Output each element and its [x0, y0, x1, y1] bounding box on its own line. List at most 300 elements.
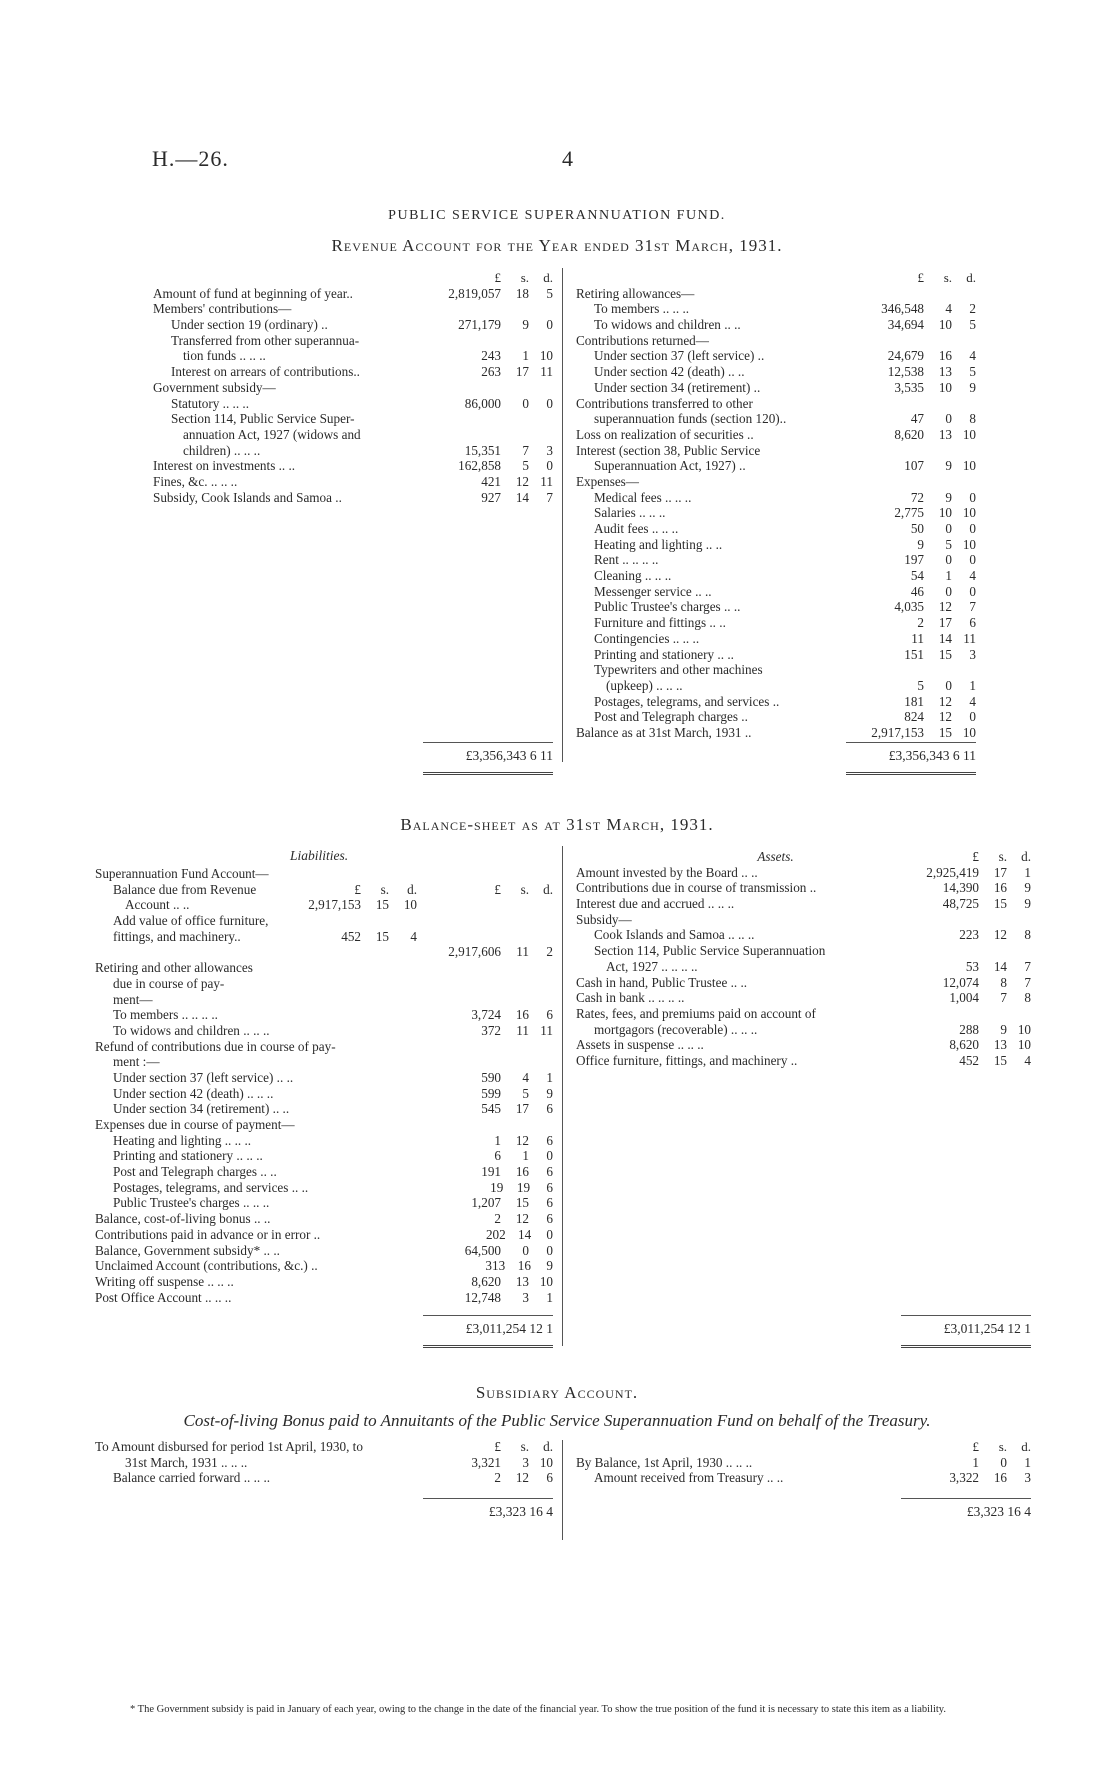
amount-pence: 1 — [1024, 1454, 1031, 1470]
amount-pounds: 151 — [904, 646, 924, 662]
ledger-label: mortgagors (recoverable) .. .. .. — [594, 1021, 758, 1037]
amount-pence: 10 — [539, 1454, 553, 1470]
amount-pounds: 19 — [490, 1179, 504, 1195]
ledger-label: Post and Telegraph charges .. — [594, 709, 748, 725]
pence-header: d. — [1021, 849, 1031, 864]
ledger-label: Contributions returned— — [576, 332, 709, 348]
ledger-row — [95, 1133, 553, 1149]
amount-pence: 10 — [962, 505, 976, 521]
amount-shillings: s. — [520, 881, 529, 897]
ledger-label: Transferred from other superannua- — [171, 332, 360, 348]
amount-pounds: 3,322 — [949, 1470, 979, 1486]
ledger-row — [95, 1086, 553, 1102]
ledger-label: Messenger service .. .. — [594, 583, 712, 599]
ledger-row — [153, 490, 553, 506]
ledger-label: To members .. .. .. — [594, 301, 690, 317]
amount-pounds: 11 — [911, 630, 924, 646]
ledger-row — [576, 865, 1031, 881]
amount-shillings: 12 — [515, 1470, 529, 1486]
amount-pence: 4 — [969, 568, 976, 584]
amount-pence: 0 — [969, 709, 976, 725]
inner-pounds: £ — [354, 881, 361, 897]
ledger-label: Expenses due in course of payment— — [95, 1117, 295, 1132]
amount-pounds: 8,620 — [894, 426, 924, 442]
ledger-row — [95, 1470, 553, 1486]
ledger-row — [153, 474, 553, 490]
ledger-label: Assets in suspense .. .. .. — [576, 1037, 704, 1053]
ledger-row — [95, 882, 553, 898]
ledger-row — [576, 647, 976, 663]
ledger-label: Balance as at 31st March, 1931 .. — [576, 724, 752, 740]
ledger-label: Interest (section 38, Public Service — [576, 442, 761, 458]
assets-total: £3,011,254 12 1 — [943, 1321, 1031, 1336]
ledger-row — [576, 880, 1031, 896]
amount-shillings: 11 — [516, 1022, 529, 1038]
amount-shillings: 16 — [515, 1007, 529, 1023]
pounds-header: £ — [917, 270, 924, 285]
amount-pounds: 50 — [910, 521, 924, 536]
inner-amount — [297, 897, 417, 913]
amount-pence: 10 — [962, 426, 976, 442]
amount-shillings: 1 — [522, 1148, 529, 1164]
ledger-row — [576, 943, 1031, 959]
amount-pounds: 824 — [904, 709, 924, 725]
ledger-row — [576, 521, 976, 537]
ledger-row — [576, 1470, 1031, 1486]
inner-pence: d. — [407, 881, 417, 897]
inner-shillings: 15 — [375, 897, 389, 913]
ledger-row — [576, 694, 976, 710]
ledger-row — [95, 1023, 553, 1039]
ledger-row — [576, 490, 976, 506]
amount-pounds: 12,074 — [942, 974, 979, 990]
ledger-label: Cook Islands and Samoa .. .. .. — [594, 927, 755, 943]
ledger-row — [576, 458, 976, 474]
page-number: 4 — [562, 146, 573, 171]
ledger-row — [153, 411, 553, 427]
amount-shillings: 10 — [938, 317, 952, 333]
ledger-row — [576, 286, 976, 302]
inner-pounds: 2,917,153 — [308, 897, 361, 913]
ledger-label: Statutory .. .. .. — [171, 395, 250, 411]
amount-pence: 6 — [546, 1007, 553, 1023]
amount-pounds: 1 — [972, 1454, 979, 1470]
amount-pounds: 3,724 — [471, 1007, 501, 1023]
ledger-label: children) .. .. .. — [183, 442, 261, 458]
amount-shillings: 0 — [945, 583, 952, 599]
amount-shillings: 11 — [516, 944, 529, 960]
ledger-row — [95, 1007, 553, 1023]
amount-pounds: 202 — [485, 1226, 506, 1242]
ledger-row — [95, 1274, 553, 1290]
amount-shillings: 16 — [993, 880, 1007, 896]
amount-shillings: 15 — [515, 1195, 529, 1211]
amount-shillings: 7 — [1000, 990, 1007, 1006]
ledger-label: (upkeep) .. .. .. — [606, 677, 683, 693]
ledger-row — [576, 725, 976, 741]
ledger-label: Under section 42 (death) .. .. .. — [113, 1085, 274, 1101]
amount-shillings: 15 — [993, 896, 1007, 912]
amount-pounds: 2,775 — [894, 505, 924, 521]
amount-pence: 7 — [1024, 958, 1031, 974]
amount-pence: 1 — [969, 677, 976, 693]
ledger-row — [576, 662, 976, 678]
ledger-row — [576, 678, 976, 694]
ledger-label: Under section 42 (death) .. .. — [594, 364, 745, 380]
ledger-label: Heating and lighting .. .. — [594, 536, 723, 552]
ledger-label: To Amount disbursed for period 1st April, 1930, to — [95, 1439, 363, 1454]
shillings-header: s. — [943, 270, 952, 285]
amount-pounds: 9 — [917, 536, 924, 552]
amount-shillings: 12 — [938, 709, 952, 725]
amount-pence: 7 — [1024, 974, 1031, 990]
pence-header: d. — [543, 270, 553, 285]
ledger-row — [153, 458, 553, 474]
column-header — [153, 270, 553, 286]
subsidiary-account-title: Subsidiary Account. — [475, 1383, 639, 1402]
ledger-row — [576, 615, 976, 631]
ledger-row — [95, 913, 553, 929]
amount-shillings: 17 — [938, 615, 952, 631]
ledger-label: Under section 37 (left service) .. .. — [113, 1069, 294, 1085]
amount-shillings: 16 — [993, 1470, 1007, 1486]
ledger-label: Act, 1927 .. .. .. .. — [606, 958, 698, 974]
amount-shillings: 5 — [945, 536, 952, 552]
ledger-row — [95, 866, 553, 882]
pence-header: d. — [1021, 1439, 1031, 1454]
amount-pence: 9 — [546, 1085, 553, 1101]
ledger-row — [576, 333, 976, 349]
amount-pounds: 590 — [481, 1069, 501, 1085]
amount-shillings: 13 — [993, 1037, 1007, 1053]
amount-shillings: 0 — [522, 395, 529, 411]
amount-pence: 5 — [969, 364, 976, 380]
total-rule — [901, 1498, 1031, 1499]
ledger-label: Cash in bank .. .. .. .. — [576, 990, 685, 1006]
amount-shillings: 5 — [522, 458, 529, 474]
amount-pounds: 72 — [910, 489, 924, 505]
ledger-label: Superannuation Fund Account— — [95, 866, 269, 881]
ledger-label: Loss on realization of securities .. — [576, 426, 754, 442]
amount-pounds: 6 — [494, 1148, 501, 1164]
amount-pence: 4 — [1024, 1052, 1031, 1068]
amount-pence: 10 — [1017, 1037, 1031, 1053]
amount-pounds: 53 — [965, 958, 979, 974]
inner-pence: 10 — [403, 897, 417, 913]
ledger-label: Account .. .. — [125, 897, 190, 913]
ledger-label: Contingencies .. .. .. — [594, 630, 700, 646]
pounds-header: £ — [972, 849, 979, 864]
ledger-label: Subsidy— — [576, 911, 632, 927]
amount-pounds: 12,748 — [464, 1289, 501, 1305]
amount-pounds: 54 — [910, 568, 924, 584]
ledger-label: Balance due from Revenue — [113, 881, 257, 897]
ledger-row — [153, 317, 553, 333]
amount-pounds: 2 — [494, 1211, 501, 1227]
ledger-label: Under section 19 (ordinary) .. — [171, 317, 328, 333]
ledger-row — [153, 396, 553, 412]
total-rule — [901, 1315, 1031, 1316]
ledger-row — [95, 1455, 553, 1471]
ledger-label: Balance, cost-of-living bonus .. .. — [95, 1211, 271, 1227]
ledger-row — [576, 301, 976, 317]
amount-pence: 6 — [969, 615, 976, 631]
ledger-label: Cleaning .. .. .. — [594, 568, 672, 584]
amount-pence: 8 — [969, 411, 976, 427]
ledger-row — [95, 1054, 553, 1070]
amount-pence: 3 — [546, 442, 553, 458]
ledger-row — [576, 990, 1031, 1006]
ledger-label: Add value of office furniture, — [113, 913, 269, 929]
amount-shillings: 12 — [938, 599, 952, 615]
shillings-header: s. — [520, 1439, 529, 1454]
amount-pounds: 162,858 — [458, 458, 501, 474]
ledger-row — [95, 944, 553, 960]
amount-pence: 6 — [546, 1195, 553, 1211]
amount-pounds: 1,004 — [949, 990, 979, 1006]
ledger-label: Contributions paid in advance or in error .. — [95, 1226, 321, 1242]
ledger-row — [576, 1022, 1031, 1038]
amount-pounds: 24,679 — [887, 348, 924, 364]
amount-pounds: 191 — [481, 1164, 501, 1180]
assets-header-row — [576, 849, 1031, 865]
inner-amount — [297, 929, 417, 945]
amount-pounds: 2,917,153 — [871, 724, 924, 740]
amount-pence: 10 — [962, 724, 976, 740]
amount-pence: 1 — [546, 1069, 553, 1085]
amount-pence: 8 — [1024, 927, 1031, 943]
subsidiary-subtitle: Cost-of-living Bonus paid to Annuitants of the Public Service Superannuation Fund on behalf of the Treasury. — [183, 1411, 931, 1430]
ledger-row — [95, 1148, 553, 1164]
amount-pence: 6 — [546, 1470, 553, 1486]
amount-pounds: 5 — [917, 677, 924, 693]
amount-pence: 9 — [546, 1258, 553, 1274]
ledger-row — [576, 631, 976, 647]
amount-pence: 6 — [546, 1101, 553, 1117]
amount-pounds: 4,035 — [894, 599, 924, 615]
ledger-label: 31st March, 1931 .. .. .. — [125, 1454, 248, 1470]
ledger-label: Fines, &c. .. .. .. — [153, 473, 238, 489]
ledger-label: Medical fees .. .. .. — [594, 489, 692, 505]
amount-shillings: 12 — [515, 473, 529, 489]
ledger-label: Contributions transferred to other — [576, 395, 753, 411]
amount-shillings: 14 — [938, 630, 952, 646]
shillings-header: s. — [998, 1439, 1007, 1454]
ledger-label: Under section 34 (retirement) .. .. — [113, 1101, 290, 1117]
ledger-label: To members .. .. .. .. — [113, 1007, 218, 1023]
assets-heading: Assets. — [757, 849, 794, 864]
ledger-row — [576, 1455, 1031, 1471]
ledger-label: Postages, telegrams, and services .. .. — [113, 1179, 309, 1195]
amount-pence: 6 — [546, 1179, 554, 1195]
subsidiary-debit-total: £3,323 16 4 — [488, 1504, 553, 1519]
amount-shillings: 9 — [945, 458, 952, 474]
amount-pence: 0 — [969, 521, 976, 536]
amount-pence: 11 — [540, 473, 553, 489]
ledger-row — [576, 443, 976, 459]
ledger-row — [95, 960, 553, 976]
amount-pounds: 2,925,419 — [926, 864, 979, 880]
subsidiary-debit-column — [95, 1439, 553, 1486]
amount-shillings: 15 — [993, 1052, 1007, 1068]
amount-pounds: 1 — [494, 1132, 501, 1148]
pence-header: d. — [966, 270, 976, 285]
revenue-account-title: Revenue Account for the Year ended 31st March, 1931. — [331, 236, 783, 255]
ledger-row — [153, 380, 553, 396]
ledger-label: ment— — [113, 991, 153, 1007]
amount-pounds: 372 — [481, 1022, 501, 1038]
amount-shillings: 0 — [945, 521, 952, 536]
amount-shillings: 5 — [522, 1085, 529, 1101]
total-double-rule — [846, 772, 976, 775]
ledger-label: Interest on arrears of contributions.. — [171, 364, 360, 380]
amount-shillings: 17 — [993, 864, 1007, 880]
ledger-row — [95, 1180, 553, 1196]
amount-shillings: 0 — [945, 411, 952, 427]
amount-pence: 11 — [540, 364, 553, 380]
ledger-label: Unclaimed Account (contributions, &c.) .. — [95, 1258, 318, 1274]
total-rule — [423, 742, 553, 743]
ledger-label: Superannuation Act, 1927) .. — [594, 458, 746, 474]
ledger-row — [95, 1101, 553, 1117]
amount-pounds: 452 — [959, 1052, 979, 1068]
ledger-row — [576, 568, 976, 584]
amount-shillings: 4 — [522, 1069, 529, 1085]
ledger-row — [576, 537, 976, 553]
ledger-label: Balance carried forward .. .. .. — [113, 1470, 271, 1486]
amount-pence: 10 — [539, 348, 553, 364]
ledger-row — [576, 709, 976, 725]
amount-pence: 7 — [969, 599, 976, 615]
amount-pounds: 346,548 — [881, 301, 924, 317]
ledger-label: Contributions due in course of transmission .. — [576, 880, 817, 896]
amount-pence: 9 — [1024, 896, 1031, 912]
ledger-label: due in course of pay- — [113, 975, 225, 991]
amount-pounds: 34,694 — [887, 317, 924, 333]
ledger-label: Rent .. .. .. .. — [594, 552, 659, 568]
amount-shillings: 9 — [522, 317, 529, 333]
ledger-label: Refund of contributions due in course of pay- — [95, 1038, 336, 1054]
ledger-row — [153, 427, 553, 443]
amount-shillings: 15 — [938, 646, 952, 662]
amount-shillings: 3 — [522, 1289, 529, 1305]
column-divider — [562, 846, 563, 1346]
amount-shillings: 12 — [938, 693, 952, 709]
ledger-row — [95, 1195, 553, 1211]
ledger-row — [576, 552, 976, 568]
amount-pence: 0 — [546, 1242, 553, 1258]
amount-shillings: 18 — [515, 285, 529, 301]
amount-pounds: 181 — [904, 693, 924, 709]
ledger-label: Salaries .. .. .. — [594, 505, 666, 521]
amount-pounds: 46 — [910, 583, 924, 599]
ledger-label: Public Trustee's charges .. .. .. — [113, 1195, 270, 1211]
amount-pounds: 545 — [481, 1101, 501, 1117]
ledger-row — [95, 1164, 553, 1180]
amount-pence: 0 — [546, 1148, 553, 1164]
ledger-row — [95, 1070, 553, 1086]
amount-pounds: 288 — [959, 1021, 979, 1037]
ledger-row — [95, 1243, 553, 1259]
inner-shillings: s. — [380, 881, 389, 897]
ledger-label: By Balance, 1st April, 1930 .. .. .. — [576, 1454, 753, 1470]
amount-pounds: 12,538 — [887, 364, 924, 380]
ledger-label: Interest due and accrued .. .. .. — [576, 896, 735, 912]
ledger-label: Amount invested by the Board .. .. — [576, 864, 758, 880]
amount-shillings: 16 — [515, 1164, 529, 1180]
amount-shillings: 10 — [938, 505, 952, 521]
amount-shillings: 12 — [515, 1132, 529, 1148]
ledger-row — [153, 333, 553, 349]
shillings-header: s. — [520, 270, 529, 285]
amount-pence: 1 — [546, 1289, 553, 1305]
pence-header: d. — [543, 1439, 553, 1454]
column-header — [576, 270, 976, 286]
ledger-label: Members' contributions— — [153, 301, 292, 317]
ledger-row — [576, 427, 976, 443]
ledger-row — [576, 896, 1031, 912]
amount-shillings: 1 — [945, 568, 952, 584]
column-header — [576, 1439, 1031, 1455]
page-reference: H.—26. — [152, 146, 229, 171]
amount-pence: 9 — [969, 379, 976, 395]
ledger-label: Furniture and fittings .. .. — [594, 615, 726, 631]
subsidiary-credit-total: £3,323 16 4 — [966, 1504, 1031, 1519]
amount-pence: 6 — [546, 1211, 553, 1227]
ledger-row — [153, 301, 553, 317]
ledger-label: Typewriters and other machines — [594, 662, 763, 678]
amount-pence: 10 — [962, 536, 976, 552]
ledger-label: To widows and children .. .. — [594, 317, 741, 333]
ledger-label: Balance, Government subsidy* .. .. — [95, 1242, 280, 1258]
amount-pounds: 86,000 — [464, 395, 501, 411]
ledger-row — [95, 1211, 553, 1227]
ledger-row — [95, 1227, 553, 1243]
amount-shillings: 13 — [515, 1273, 529, 1289]
amount-pence: 6 — [546, 1132, 553, 1148]
ledger-label: Section 114, Public Service Super- — [171, 411, 355, 427]
amount-pence: 5 — [546, 285, 553, 301]
ledger-label: Heating and lighting .. .. .. — [113, 1132, 252, 1148]
amount-pounds: 3,321 — [471, 1454, 501, 1470]
revenue-receipts-column — [153, 270, 553, 505]
amount-shillings: 12 — [993, 927, 1007, 943]
ledger-row — [576, 411, 976, 427]
ledger-label: Post Office Account .. .. .. — [95, 1289, 232, 1305]
amount-shillings: 16 — [517, 1258, 531, 1274]
amount-shillings: 0 — [945, 552, 952, 568]
ledger-label: ment :— — [113, 1054, 160, 1070]
amount-shillings: 16 — [938, 348, 952, 364]
ledger-label: Post and Telegraph charges .. .. — [113, 1164, 277, 1180]
total-double-rule — [423, 772, 553, 775]
amount-shillings: 13 — [938, 426, 952, 442]
ledger-row — [576, 505, 976, 521]
amount-pounds: 599 — [481, 1085, 501, 1101]
amount-pounds: 15,351 — [464, 442, 501, 458]
inner-pounds: 452 — [341, 928, 361, 944]
ledger-row — [576, 1053, 1031, 1069]
liabilities-total: £3,011,254 12 1 — [465, 1321, 553, 1336]
amount-pence: 4 — [969, 348, 976, 364]
amount-pounds: 197 — [904, 552, 924, 568]
amount-shillings: 17 — [515, 1101, 529, 1117]
ledger-label: Retiring allowances— — [576, 285, 695, 301]
inner-pence: 4 — [410, 928, 417, 944]
ledger-label: Audit fees .. .. .. — [594, 521, 679, 536]
amount-pence: 2 — [969, 301, 976, 317]
ledger-row — [576, 975, 1031, 991]
